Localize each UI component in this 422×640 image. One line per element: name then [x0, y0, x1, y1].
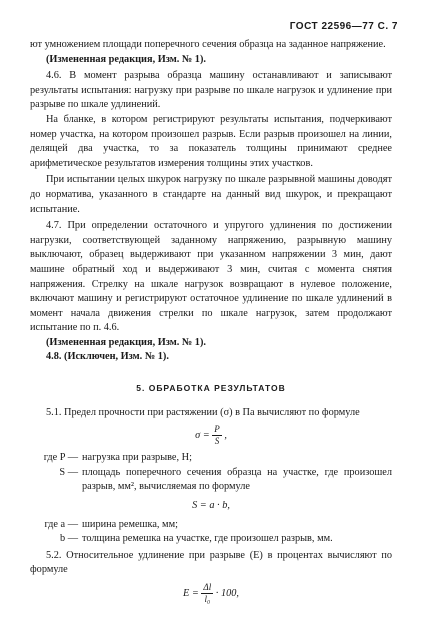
definition-text: ширина ремешка, мм;	[82, 518, 178, 530]
fraction	[201, 582, 213, 605]
definition-symbol: b —	[59, 533, 78, 545]
fraction-denominator: l₀	[204, 594, 211, 604]
paragraph-5-2: 5.2. Относительное удлинение при разрыве (E) в процентах вычисляют по формуле	[30, 549, 392, 576]
definition-text: толщина ремешка на участке, где произошел разрыв, мм.	[82, 533, 333, 545]
definition-row	[30, 518, 392, 533]
fraction-numerator: Δl	[203, 582, 212, 592]
definition-text: площадь поперечного сечения образца на участке, где произошел разрыв, мм², вычисляемая по формуле	[82, 466, 392, 493]
definition-symbol: где P —	[43, 452, 78, 464]
fraction-denominator: S	[214, 436, 220, 447]
fraction	[212, 424, 222, 447]
paragraph-form: На бланке, в котором регистрируют результаты испытания, подчеркивают номер участка, на котором произошел разрыв. Если разрыв произошел на линии, делящей два участка, то за показатель толщины принимают среднее арифметическое результатов измерения толщины этих участков.	[30, 113, 392, 169]
definition-symbol: S —	[59, 466, 78, 478]
section-title: 5. ОБРАБОТКА РЕЗУЛЬТАТОВ	[136, 383, 286, 394]
paragraph-5-1: 5.1. Предел прочности при растяжении (σ) в Па вычисляют по формуле	[46, 406, 360, 418]
paragraph-whole-skins: При испытании целых шкурок нагрузку по шкале разрывной машины доводят до норматива, указанного в стандарте на данный вид шкурок, и прекращают испытание.	[30, 174, 392, 215]
amendment-note: (Измененная редакция, Изм. № 1).	[46, 53, 206, 65]
formula-tail: · 100,	[215, 587, 239, 599]
page-header: ГОСТ 22596—77 С. 7	[289, 21, 398, 32]
amendment-note: (Измененная редакция, Изм. № 1).	[46, 336, 206, 348]
paragraph-continuation: ют умножением площади поперечного сечения образца на заданное напряжение.	[30, 39, 386, 50]
formula-lhs: E =	[183, 587, 199, 599]
paragraph-4-6: 4.6. В момент разрыва образца машину останавливают и записывают результаты испытания: нагрузку при разрыве по шкале нагрузок и удлинение при разрыве по шкале удлинений.	[30, 70, 392, 111]
paragraph-4-8: 4.8. (Исключен, Изм. № 1).	[46, 351, 169, 363]
formula-tail: ,	[224, 430, 227, 442]
definition-text: нагрузка при разрыве, Н;	[82, 452, 192, 464]
definition-row	[30, 451, 392, 466]
formula-sigma	[30, 424, 392, 447]
definition-row	[30, 466, 392, 495]
definition-symbol: где a —	[44, 518, 78, 530]
paragraph-4-7: 4.7. При определении остаточного и упругого удлинения по достижении нагрузки, соответствующей заданному напряжению, разрывную машину выключают, образец выдерживают при указанном напряжении 3 мин, дают машине обратный ход и выдерживают 3 мин, считая с момента снятия напряжения. Стрелку на шкале нагрузок возвращают в нулевое положение, включают машину и регистрируют остаточное удлинение по шкале удлинений в момент начала движения стрелки по шкале нагрузок, затем продолжают испытание по п. 4.6.	[30, 220, 392, 334]
fraction-numerator: P	[214, 424, 220, 435]
formula-lhs: σ =	[195, 430, 210, 442]
definition-row	[30, 532, 392, 547]
formula-area: S = a · b,	[192, 500, 230, 512]
document-body	[30, 38, 392, 609]
formula-elongation	[30, 582, 392, 605]
